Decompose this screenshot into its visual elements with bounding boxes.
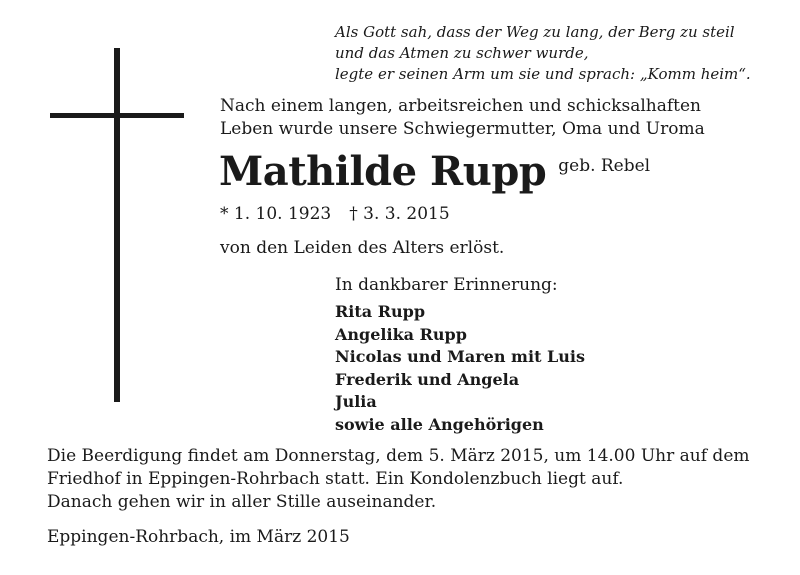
cross-horizontal-bar (50, 113, 184, 118)
death-date: † 3. 3. 2015 (349, 204, 450, 224)
quote-line: legte er seinen Arm um sie und sprach: „Komm heim“. (335, 65, 751, 83)
relief-text: von den Leiden des Alters erlöst. (220, 238, 505, 258)
intro-line: Leben wurde unsere Schwiegermutter, Oma und Uroma (220, 119, 705, 139)
quote-line: und das Atmen zu schwer wurde, (335, 44, 589, 62)
funeral-info-line: Danach gehen wir in aller Stille auseinander. (47, 492, 437, 512)
mourners-list (335, 301, 585, 436)
mourner-name: Frederik und Angela (335, 369, 520, 389)
funeral-info-line: Friedhof in Eppingen-Rohrbach statt. Ein Kondolenzbuch liegt auf. (47, 469, 624, 489)
intro-line: Nach einem langen, arbeitsreichen und schicksalhaften (220, 96, 701, 116)
quote-line: Als Gott sah, dass der Weg zu lang, der Berg zu steil (335, 23, 735, 41)
funeral-info (47, 445, 750, 514)
birth-date: * 1. 10. 1923 (220, 204, 332, 224)
mourner-name: Nicolas und Maren mit Luis (335, 347, 585, 366)
deceased-name: Mathilde Rupp (219, 148, 547, 195)
mourner-name: Rita Rupp (335, 302, 426, 321)
maiden-name: geb. Rebel (558, 156, 651, 176)
place-and-date: Eppingen-Rohrbach, im März 2015 (47, 527, 350, 547)
deceased-name-row (219, 148, 650, 195)
memory-heading: In dankbarer Erinnerung: (335, 275, 558, 295)
cross-vertical-bar (114, 48, 120, 402)
mourner-name: Julia (335, 392, 377, 411)
quote-block (335, 22, 751, 85)
intro-text (220, 95, 705, 141)
mourner-name: sowie alle Angehörigen (335, 414, 544, 434)
funeral-info-line: Die Beerdigung findet am Donnerstag, dem 5. März 2015, um 14.00 Uhr auf dem (47, 446, 750, 466)
life-dates (220, 204, 468, 224)
mourner-name: Angelika Rupp (335, 324, 467, 344)
